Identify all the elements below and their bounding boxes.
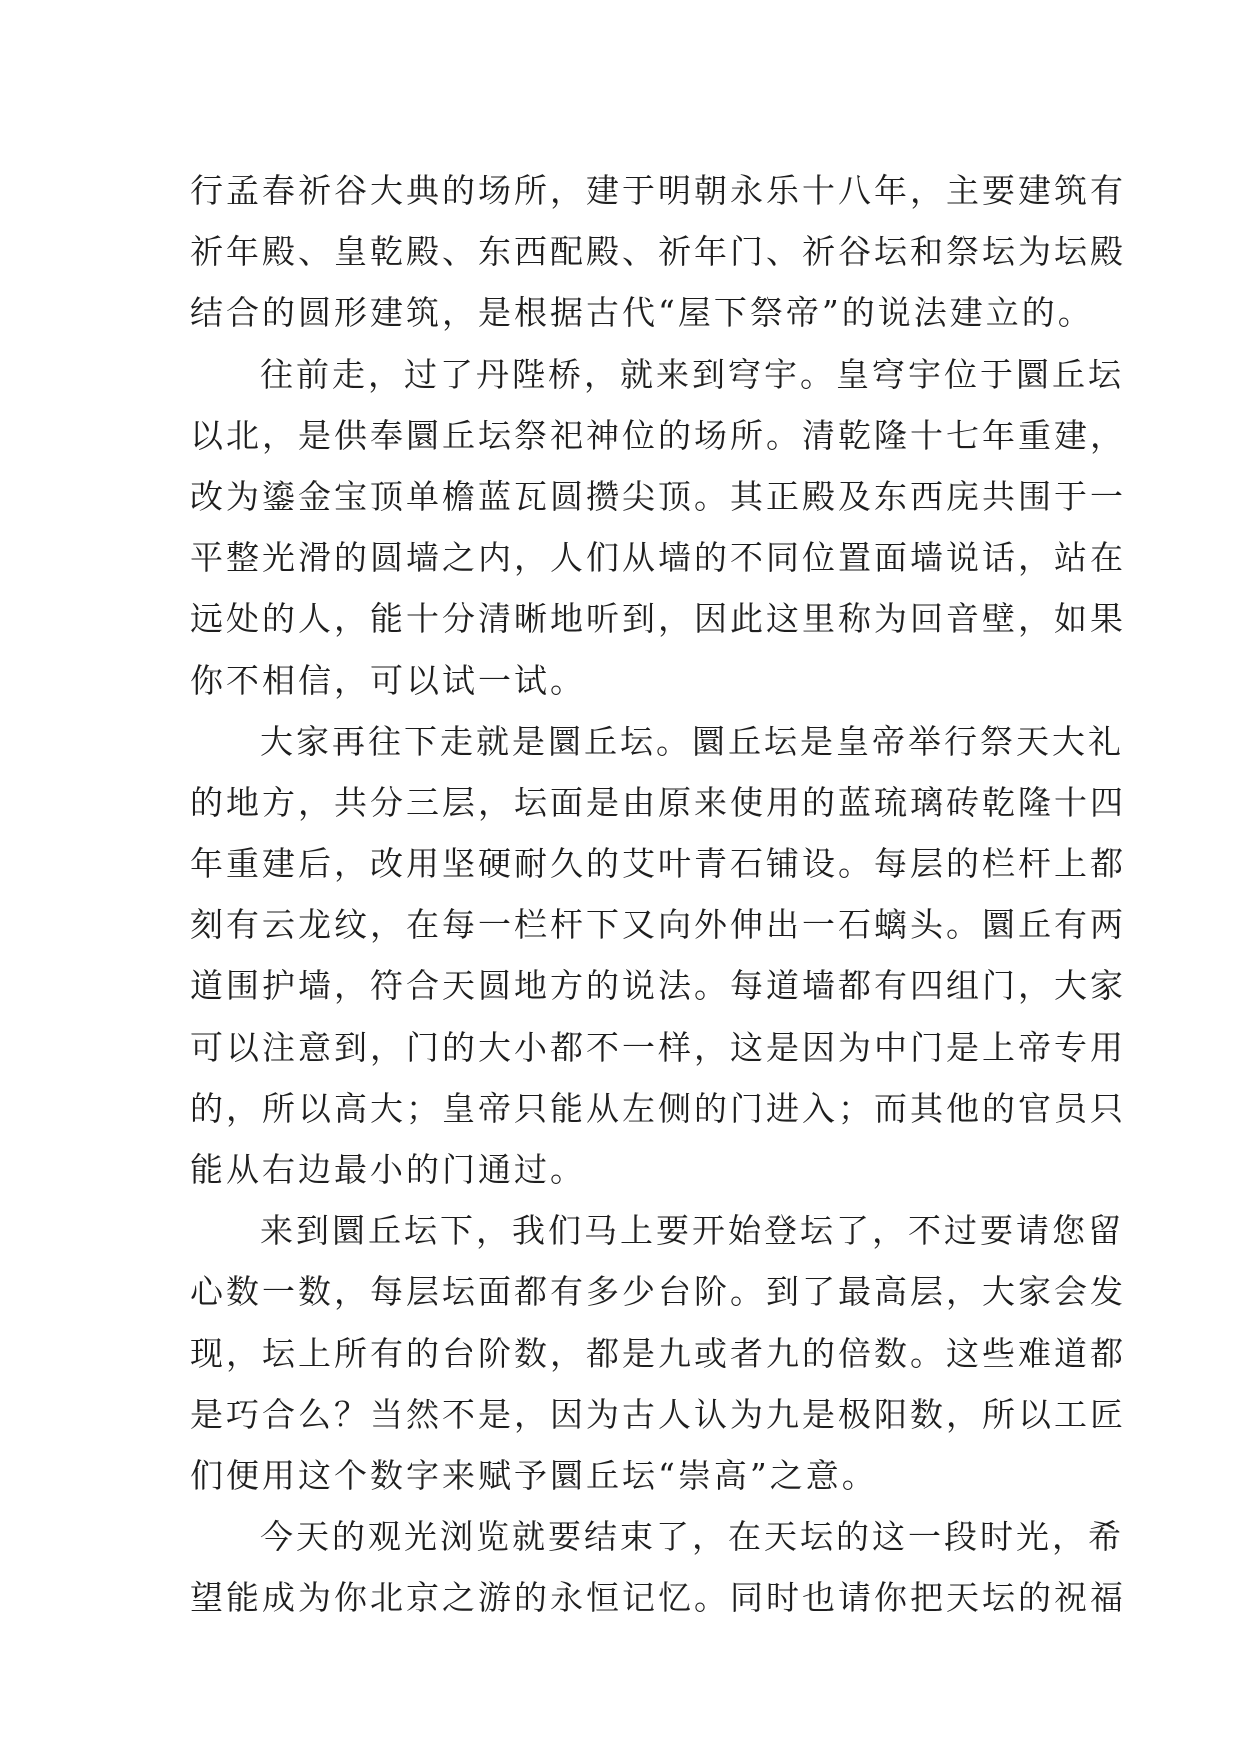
- text-line: 你不相信，可以试一试。: [190, 660, 586, 700]
- paragraph-first-line: 今天的观光浏览就要结束了，在天坛的这一段时光，希: [260, 1517, 1124, 1557]
- text-line: 以北，是供奉圜丘坛祭祀神位的场所。清乾隆十七年重建，: [190, 415, 1126, 455]
- text-line: 年重建后，改用坚硬耐久的艾叶青石铺设。每层的栏杆上都: [190, 844, 1126, 884]
- text-line: 结合的圆形建筑，是根据古代“屋下祭帝”的说法建立的。: [190, 293, 1094, 333]
- text-line: 平整光滑的圆墙之内，人们从墙的不同位置面墙说话，站在: [190, 538, 1126, 578]
- paragraph-first-line: 大家再往下走就是圜丘坛。圜丘坛是皇帝举行祭天大礼: [260, 721, 1124, 761]
- body-text: [190, 160, 1126, 1629]
- text-line: 是巧合么？当然不是，因为古人认为九是极阳数，所以工匠: [190, 1394, 1126, 1434]
- text-line: 望能成为你北京之游的永恒记忆。同时也请你把天坛的祝福: [190, 1578, 1126, 1618]
- text-line: 们便用这个数字来赋予圜丘坛“崇高”之意。: [190, 1455, 878, 1495]
- text-line: 可以注意到，门的大小都不一样，这是因为中门是上帝专用: [190, 1027, 1126, 1067]
- text-line: 祈年殿、皇乾殿、东西配殿、祈年门、祈谷坛和祭坛为坛殿: [190, 232, 1126, 272]
- text-line: 能从右边最小的门通过。: [190, 1150, 586, 1189]
- paragraph-first-line: 来到圜丘坛下，我们马上要开始登坛了，不过要请您留: [260, 1211, 1124, 1251]
- text-line: 的地方，共分三层，坛面是由原来使用的蓝琉璃砖乾隆十四: [190, 782, 1126, 822]
- text-line: 的，所以高大；皇帝只能从左侧的门进入；而其他的官员只: [190, 1088, 1126, 1128]
- text-line: 道围护墙，符合天圆地方的说法。每道墙都有四组门，大家: [190, 966, 1126, 1006]
- text-line: 现，坛上所有的台阶数，都是九或者九的倍数。这些难道都: [190, 1333, 1126, 1373]
- paragraph-first-line: 往前走，过了丹陛桥，就来到穹宇。皇穹宇位于圜丘坛: [260, 354, 1124, 394]
- text-line: 行孟春祈谷大典的场所，建于明朝永乐十八年，主要建筑有: [190, 171, 1126, 210]
- text-line: 改为鎏金宝顶单檐蓝瓦圆攒尖顶。其正殿及东西庑共围于一: [190, 476, 1126, 516]
- text-line: 刻有云龙纹，在每一栏杆下又向外伸出一石螭头。圜丘有两: [190, 905, 1126, 945]
- text-line: 心数一数，每层坛面都有多少台阶。到了最高层，大家会发: [190, 1272, 1126, 1312]
- text-line: 远处的人，能十分清晰地听到，因此这里称为回音壁，如果: [190, 599, 1126, 639]
